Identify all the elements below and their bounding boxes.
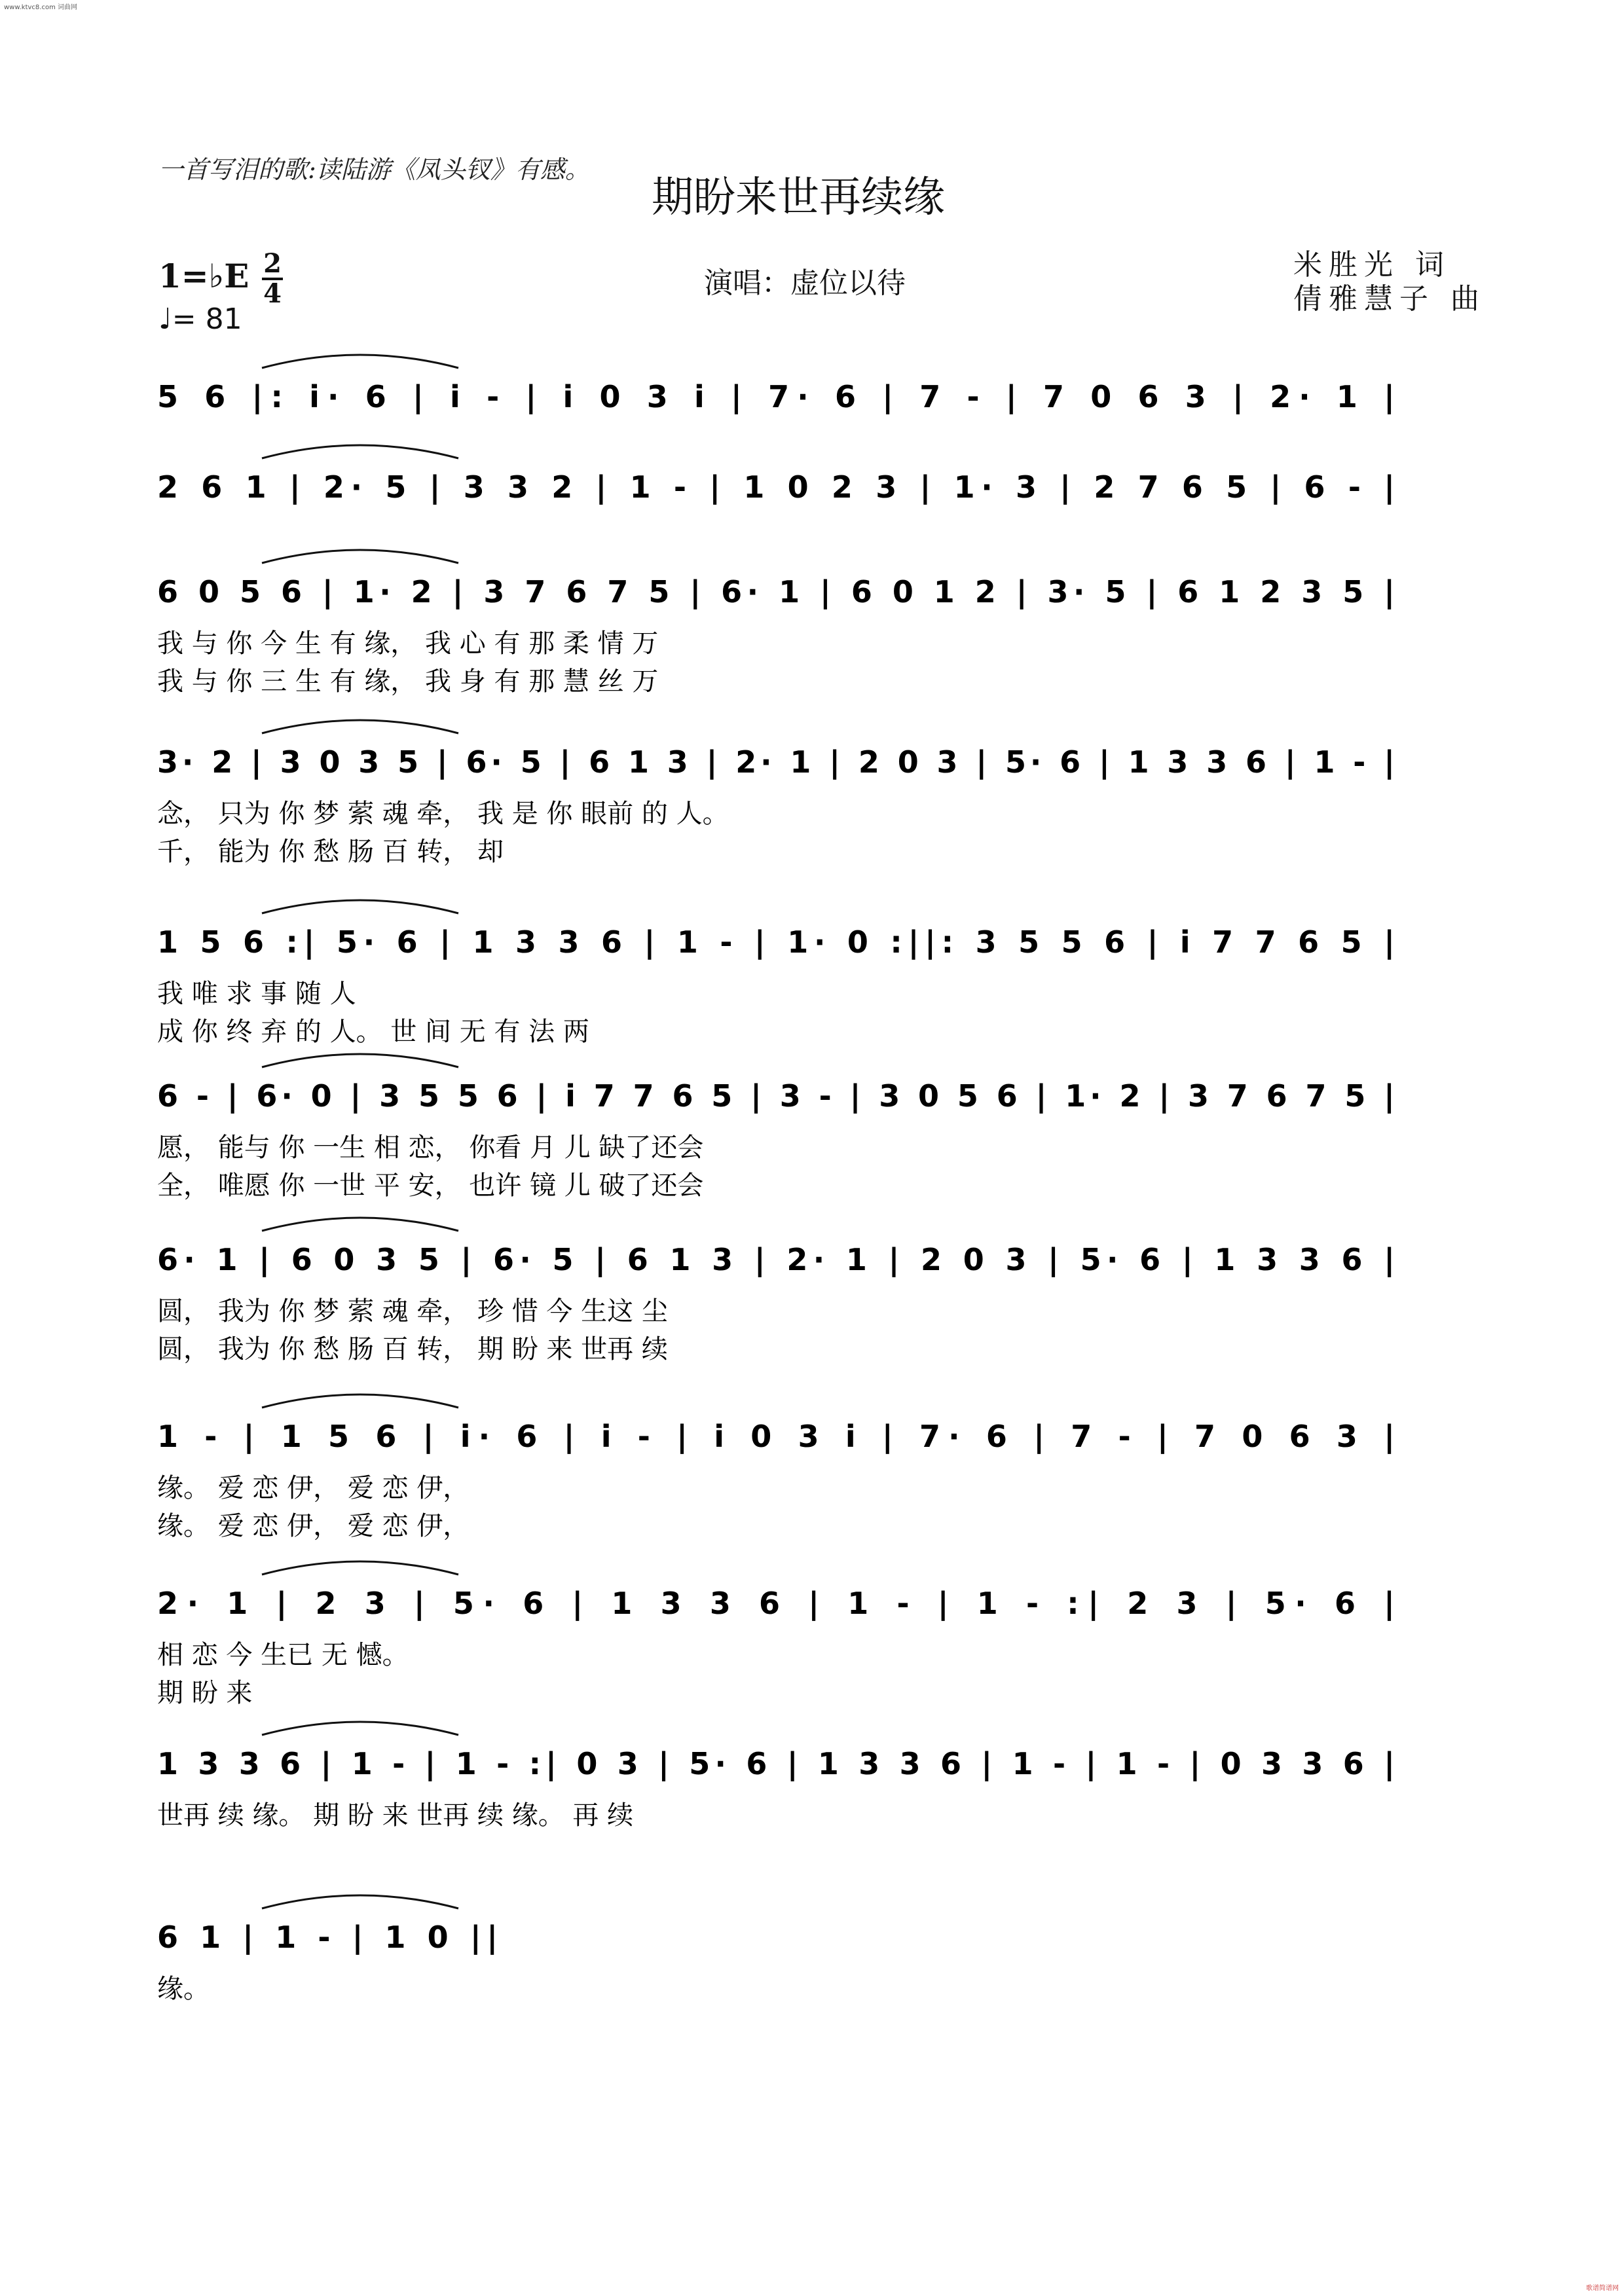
lyric-line: 相 恋 今 生已 无 憾。	[157, 1640, 409, 1670]
lyric-line: 缘。	[157, 1974, 210, 2004]
lyric-line: 成 你 终 弃 的 人。 世 间 无 有 法 两	[157, 1017, 589, 1047]
notes-line: 6 1 | 1 - | 1 0 ||	[157, 1920, 498, 1955]
lyric-line: 圆， 我为 你 梦 萦 魂 牵， 珍 惜 今 生这 尘	[157, 1296, 668, 1326]
singer-credit: 演唱：虚位以待	[704, 266, 906, 300]
subtitle: 一首写泪的歌:读陆游《凤头钗》有感。	[158, 155, 590, 184]
notes-line: 2 6 1 | 2· 5 | 3 3 2 | 1 - | 1 0 2 3 | 1· 3 | 2 7 6 5 | 6 - |	[157, 469, 1395, 505]
slur-arc	[262, 1394, 458, 1408]
lyric-line: 世再 续 缘。 期 盼 来 世再 续 缘。 再 续	[157, 1800, 634, 1831]
score-row	[157, 720, 1395, 867]
site-watermark: www.ktvc8.com 词曲网	[4, 4, 78, 11]
lyric-line: 期 盼 来	[157, 1678, 253, 1708]
notes-line: 6 0 5 6 | 1· 2 | 3 7 6 7 5 | 6· 1 | 6 0 1 2 | 3· 5 | 6 1 2 3 5 |	[157, 574, 1395, 610]
score-row	[157, 445, 1395, 508]
lyric-line: 愿， 能与 你 一生 相 恋， 你看 月 儿 缺了还会	[157, 1133, 704, 1163]
slur-arc	[262, 550, 458, 563]
lyric-line: 我 唯 求 事 随 人	[157, 979, 356, 1009]
lyricist-credit: 米胜光 词	[1293, 248, 1450, 282]
slur-arc	[262, 900, 458, 913]
notes-line: 1 5 6 :| 5· 6 | 1 3 3 6 | 1 - | 1· 0 :||: 3 5 5 6 | i 7 7 6 5 |	[157, 924, 1395, 960]
score-row	[157, 1895, 498, 2004]
song-title: 期盼来世再续缘	[652, 173, 945, 222]
lyric-line: 我 与 你 今 生 有 缘， 我 心 有 那 柔 情 万	[157, 629, 659, 659]
key-signature: 1=♭E	[158, 257, 249, 295]
lyric-line: 缘。 爱 恋 伊， 爱 恋 伊，	[157, 1473, 470, 1503]
score-row	[157, 550, 1395, 697]
lyric-line: 念， 只为 你 梦 萦 魂 牵， 我 是 你 眼前 的 人。	[157, 799, 729, 829]
composer-credit: 倩雅慧子 曲	[1293, 282, 1486, 316]
score-row	[157, 1561, 1395, 1708]
slur-arc	[262, 1561, 458, 1575]
notes-line: 5 6 |: i· 6 | i - | i 0 3 i | 7· 6 | 7 - | 7 0 6 3 | 2· 1 |	[157, 379, 1395, 414]
notes-line: 6· 1 | 6 0 3 5 | 6· 5 | 6 1 3 | 2· 1 | 2 0 3 | 5· 6 | 1 3 3 6 |	[157, 1242, 1395, 1277]
notes-line: 2· 1 | 2 3 | 5· 6 | 1 3 3 6 | 1 - | 1 - :| 2 3 | 5· 6 |	[157, 1586, 1395, 1621]
score-row	[157, 355, 1395, 418]
notes-line: 1 - | 1 5 6 | i· 6 | i - | i 0 3 i | 7· 6 | 7 - | 7 0 6 3 |	[157, 1419, 1395, 1454]
tempo-value: = 81	[172, 302, 242, 336]
slur-arc	[262, 1722, 458, 1735]
score-row	[157, 1722, 1395, 1831]
slur-arc	[262, 445, 458, 458]
slur-arc	[262, 1054, 458, 1067]
score-row	[157, 1218, 1395, 1364]
lyric-line: 全， 唯愿 你 一世 平 安， 也许 镜 儿 破了还会	[157, 1171, 704, 1201]
footer-watermark: 歌谱简谱网	[1586, 2285, 1619, 2292]
lyric-line: 千， 能为 你 愁 肠 百 转， 却	[157, 837, 504, 867]
quarter-note-icon: ♩	[158, 302, 172, 336]
lyric-line: 圆， 我为 你 愁 肠 百 转， 期 盼 来 世再 续	[157, 1334, 668, 1364]
slur-arc	[262, 1218, 458, 1231]
meter-bottom: 4	[263, 278, 282, 309]
lyric-line: 我 与 你 三 生 有 缘， 我 身 有 那 慧 丝 万	[157, 666, 659, 697]
lyric-line: 缘。 爱 恋 伊， 爱 恋 伊，	[157, 1511, 470, 1541]
meter-top: 2	[263, 248, 282, 279]
score-row	[157, 900, 1395, 1047]
score-row	[157, 1394, 1395, 1541]
slur-arc	[262, 720, 458, 733]
notes-line: 1 3 3 6 | 1 - | 1 - :| 0 3 | 5· 6 | 1 3 3 6 | 1 - | 1 - | 0 3 3 6 |	[157, 1746, 1395, 1781]
notes-line: 6 - | 6· 0 | 3 5 5 6 | i 7 7 6 5 | 3 - | 3 0 5 6 | 1· 2 | 3 7 6 7 5 |	[157, 1078, 1395, 1114]
slur-arc	[262, 355, 458, 368]
slur-arc	[262, 1895, 458, 1908]
score-row	[157, 1054, 1395, 1201]
notes-line: 3· 2 | 3 0 3 5 | 6· 5 | 6 1 3 | 2· 1 | 2 0 3 | 5· 6 | 1 3 3 6 | 1 - |	[157, 744, 1395, 780]
